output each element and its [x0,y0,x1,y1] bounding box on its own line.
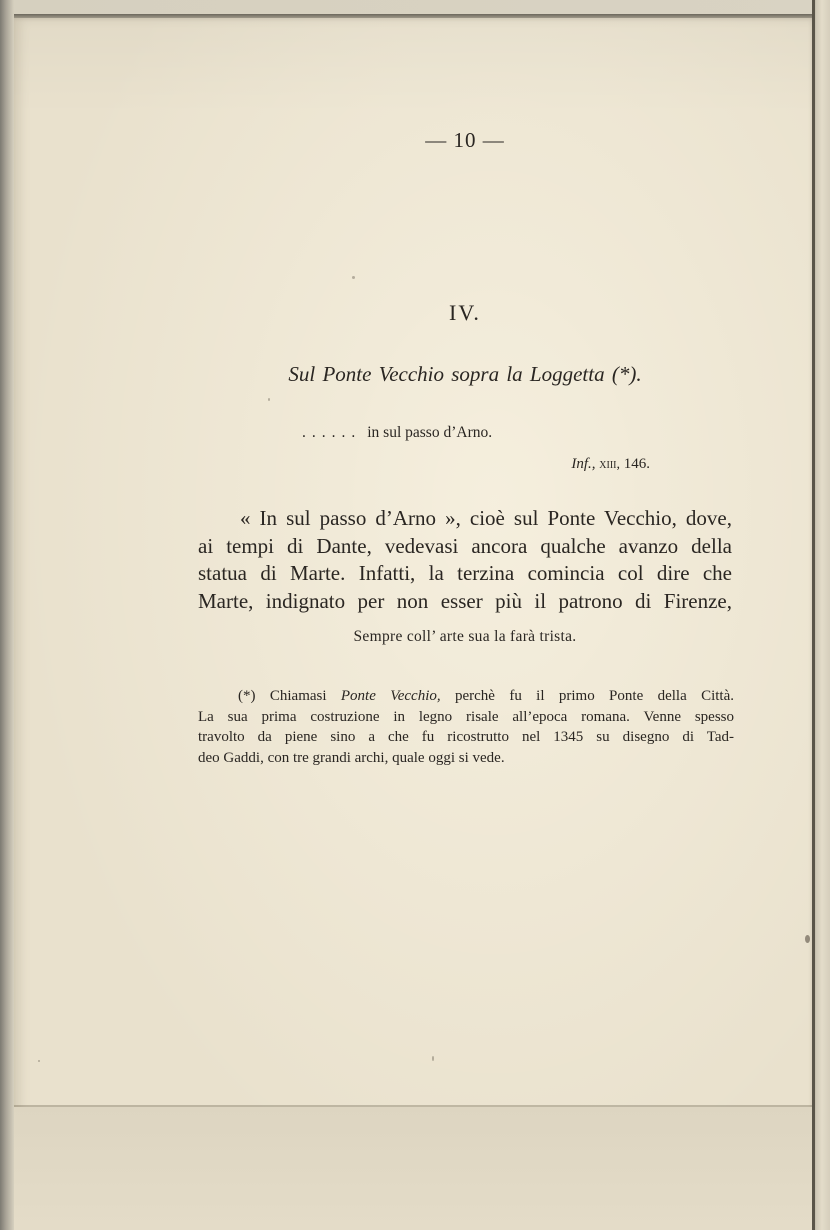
footnote-line: deo Gaddi, con tre grandi archi, quale oggi si vede. [198,749,505,766]
page-bottom-band [14,1107,814,1230]
citation-canto: xiii, [599,457,620,472]
footnote-marker: (*) [238,688,256,704]
section-title: Sul Ponte Vecchio sopra la Loggetta (*). [288,362,642,386]
right-gutter-shadow [812,0,815,1230]
paper-speck [352,276,355,279]
footnote-italic-term: Ponte Vecchio, [340,688,441,704]
paper-speck [805,935,810,943]
footnote-line: travolto da piene sino a che fu ricostrutto nel 1345 su disegno di Tad- [198,729,734,745]
body-line: statua di Marte. Infatti, la terzina comincia col dire che [198,561,732,585]
body-paragraph [198,505,732,615]
citation-line: 146. [623,456,650,472]
quoted-verse: Sempre coll’ arte sua la farà trista. [353,628,577,645]
paper-speck [432,1056,434,1061]
body-line: ai tempi di Dante, vedevasi ancora qualche avanzo della [198,533,732,558]
page-number: — 10 — [425,128,505,152]
body-line: Marte, indignato per non esser più il patrono di Firenze, [198,588,732,613]
footnote-line: La sua prima costruzione in legno risale all’epoca romana. Venne spesso [198,708,734,725]
footnote-line1-rest: perchè fu il primo Ponte della Città. [455,688,734,704]
epigraph [302,424,492,442]
footnote-lead: Chiamasi [269,688,327,704]
book-page [14,18,814,1230]
epigraph-ellipsis: ...... [302,424,362,441]
citation-work: Inf., [571,456,596,472]
paper-speck [268,398,270,401]
body-line: « In sul passo d’Arno », cioè sul Ponte Vecchio, dove, [240,506,732,530]
footnote [198,686,734,768]
footnote-line [198,686,734,707]
paper-speck [38,1060,40,1062]
section-numeral: IV. [449,300,481,325]
epigraph-citation [571,456,650,473]
epigraph-text: in sul passo d’Arno. [367,424,493,441]
